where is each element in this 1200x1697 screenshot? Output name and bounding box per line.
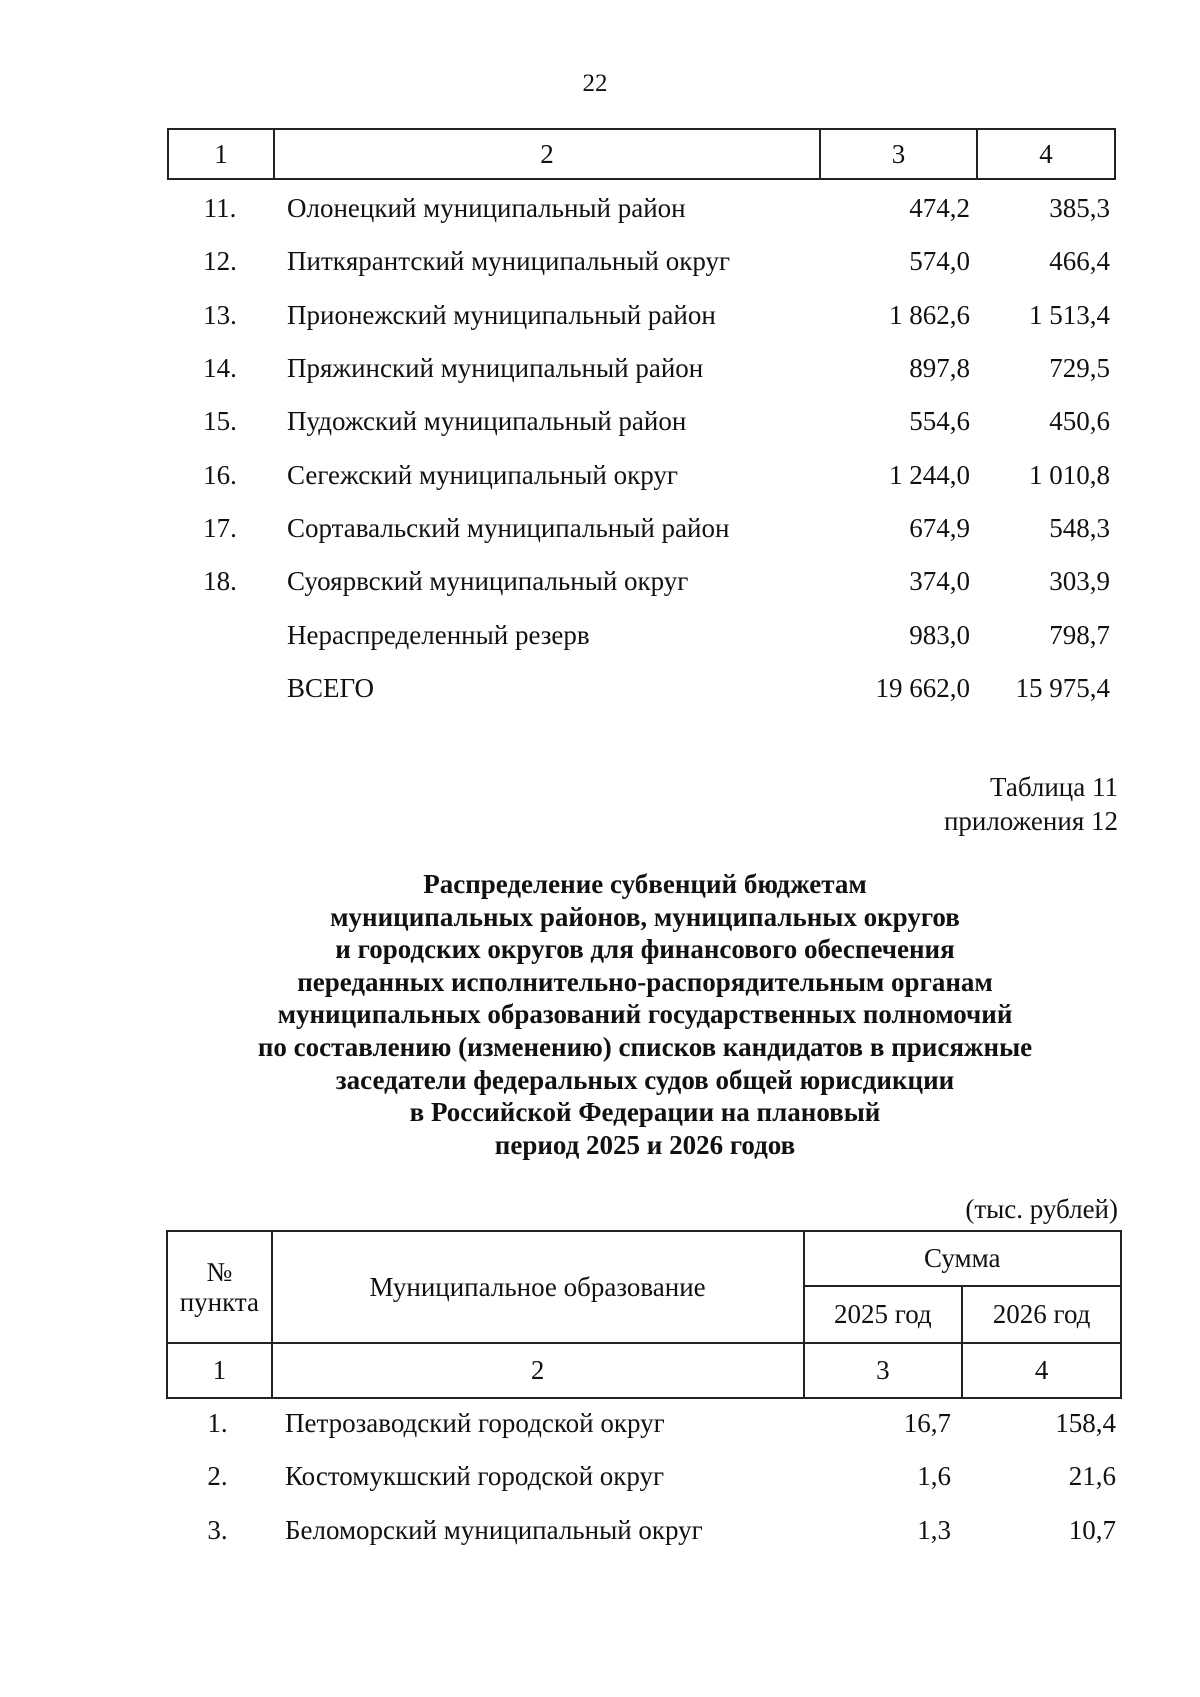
table-row bbox=[167, 235, 1116, 288]
table-row bbox=[166, 1397, 1122, 1450]
column-index-3: 3 bbox=[804, 1343, 963, 1398]
value-2026: 21,6 bbox=[1068, 1461, 1116, 1492]
title-line: и городских округов для финансового обеспечения bbox=[335, 934, 955, 965]
municipality-header: Муниципальное образование bbox=[272, 1231, 804, 1343]
table-row bbox=[167, 289, 1116, 342]
table-row bbox=[167, 502, 1116, 555]
value-col4: 303,9 bbox=[1049, 566, 1110, 597]
continuation-table-body bbox=[167, 182, 1116, 715]
year-2025-header: 2025 год bbox=[804, 1286, 963, 1343]
title-line: муниципальных образований государственных полномочий bbox=[277, 999, 1013, 1030]
column-index-1: 1 bbox=[167, 1343, 272, 1398]
column-index-1: 1 bbox=[169, 130, 275, 178]
value-col3: 554,6 bbox=[909, 406, 970, 437]
value-col3: 674,9 bbox=[909, 512, 970, 543]
title-line: муниципальных районов, муниципальных округов bbox=[330, 901, 960, 932]
number-sign: № bbox=[206, 1257, 233, 1287]
table-row bbox=[167, 448, 1116, 501]
value-col4: 729,5 bbox=[1049, 353, 1110, 384]
table-row bbox=[166, 1450, 1122, 1503]
table-row bbox=[167, 608, 1116, 661]
total-label: ВСЕГО bbox=[287, 672, 374, 703]
value-col3: 574,0 bbox=[909, 246, 970, 277]
value-2026: 158,4 bbox=[1055, 1408, 1116, 1439]
sum-header: Сумма bbox=[804, 1231, 1122, 1286]
total-col4: 15 975,4 bbox=[1015, 672, 1110, 703]
value-2025: 1,6 bbox=[917, 1461, 951, 1492]
row-number: 13. bbox=[203, 299, 237, 330]
column-index-4: 4 bbox=[1039, 138, 1053, 169]
subventions-table-header bbox=[166, 1230, 1122, 1399]
row-number: 1. bbox=[207, 1408, 228, 1439]
municipality-name: Пряжинский муниципальный район bbox=[287, 353, 704, 384]
column-index-2: 2 bbox=[275, 130, 821, 178]
table-row bbox=[167, 342, 1116, 395]
value-col4: 466,4 bbox=[1049, 246, 1110, 277]
value-col3: 1 244,0 bbox=[889, 459, 970, 490]
table-caption-number: Таблица 11 bbox=[990, 772, 1118, 802]
value-2025: 1,3 bbox=[917, 1514, 951, 1545]
municipality-name: Прионежский муниципальный район bbox=[287, 299, 716, 330]
municipality-name: Олонецкий муниципальный район bbox=[287, 193, 686, 224]
item-number-header bbox=[167, 1231, 272, 1343]
row-number: 2. bbox=[207, 1461, 228, 1492]
table-row bbox=[166, 1504, 1122, 1557]
title-line: в Российской Федерации на плановый bbox=[409, 1097, 881, 1128]
table-row-total bbox=[167, 662, 1116, 715]
table-caption-appendix: приложения 12 bbox=[943, 806, 1118, 836]
table-row bbox=[167, 395, 1116, 448]
value-col3: 983,0 bbox=[909, 619, 970, 650]
value-col3: 897,8 bbox=[909, 353, 970, 384]
value-col3: 1 862,6 bbox=[889, 299, 970, 330]
table-row bbox=[167, 182, 1116, 235]
column-index-2: 2 bbox=[272, 1343, 804, 1398]
municipality-name: Петрозаводский городской округ bbox=[285, 1408, 665, 1439]
column-index-3: 3 bbox=[821, 130, 978, 178]
item-label: пункта bbox=[179, 1287, 259, 1317]
continuation-table-header bbox=[167, 128, 1116, 180]
title-line: по составлению (изменению) списков кандидатов в присяжные bbox=[257, 1031, 1033, 1062]
value-col4: 798,7 bbox=[1049, 619, 1110, 650]
document-title bbox=[130, 868, 1160, 1161]
municipality-name: Сортавальский муниципальный район bbox=[287, 512, 730, 543]
row-number: 15. bbox=[203, 406, 237, 437]
value-col4: 1 010,8 bbox=[1029, 459, 1110, 490]
value-col4: 548,3 bbox=[1049, 512, 1110, 543]
value-col3: 374,0 bbox=[909, 566, 970, 597]
subventions-table-body bbox=[166, 1397, 1122, 1557]
row-number: 12. bbox=[203, 246, 237, 277]
value-col3: 474,2 bbox=[909, 193, 970, 224]
page-number: 22 bbox=[582, 70, 608, 97]
value-col4: 450,6 bbox=[1049, 406, 1110, 437]
total-col3: 19 662,0 bbox=[875, 672, 970, 703]
column-index-4: 4 bbox=[962, 1343, 1121, 1398]
units-label: (тыс. рублей) bbox=[965, 1194, 1118, 1224]
row-number: 11. bbox=[203, 193, 237, 224]
municipality-name: Костомукшский городской округ bbox=[285, 1461, 665, 1492]
year-2026-header: 2026 год bbox=[962, 1286, 1121, 1343]
municipality-name: Суоярвский муниципальный округ bbox=[287, 566, 689, 597]
value-col4: 1 513,4 bbox=[1029, 299, 1110, 330]
value-col4: 385,3 bbox=[1049, 193, 1110, 224]
row-number: 18. bbox=[203, 566, 237, 597]
municipality-name: Беломорский муниципальный округ bbox=[285, 1514, 703, 1545]
municipality-name: Пудожский муниципальный район bbox=[287, 406, 687, 437]
reserve-label: Нераспределенный резерв bbox=[287, 619, 590, 650]
title-line: заседатели федеральных судов общей юрисдикции bbox=[335, 1064, 955, 1095]
title-line: Распределение субвенций бюджетам bbox=[423, 869, 867, 899]
row-number: 14. bbox=[203, 353, 237, 384]
row-number: 17. bbox=[203, 512, 237, 543]
title-line: период 2025 и 2026 годов bbox=[494, 1129, 796, 1160]
title-line: переданных исполнительно-распорядительным органам bbox=[297, 966, 993, 997]
value-2026: 10,7 bbox=[1068, 1514, 1116, 1545]
municipality-name: Питкярантский муниципальный округ bbox=[287, 246, 731, 277]
row-number: 3. bbox=[207, 1514, 228, 1545]
row-number: 16. bbox=[203, 459, 237, 490]
municipality-name: Сегежский муниципальный округ bbox=[287, 459, 678, 490]
value-2025: 16,7 bbox=[903, 1408, 951, 1439]
table-row bbox=[167, 555, 1116, 608]
